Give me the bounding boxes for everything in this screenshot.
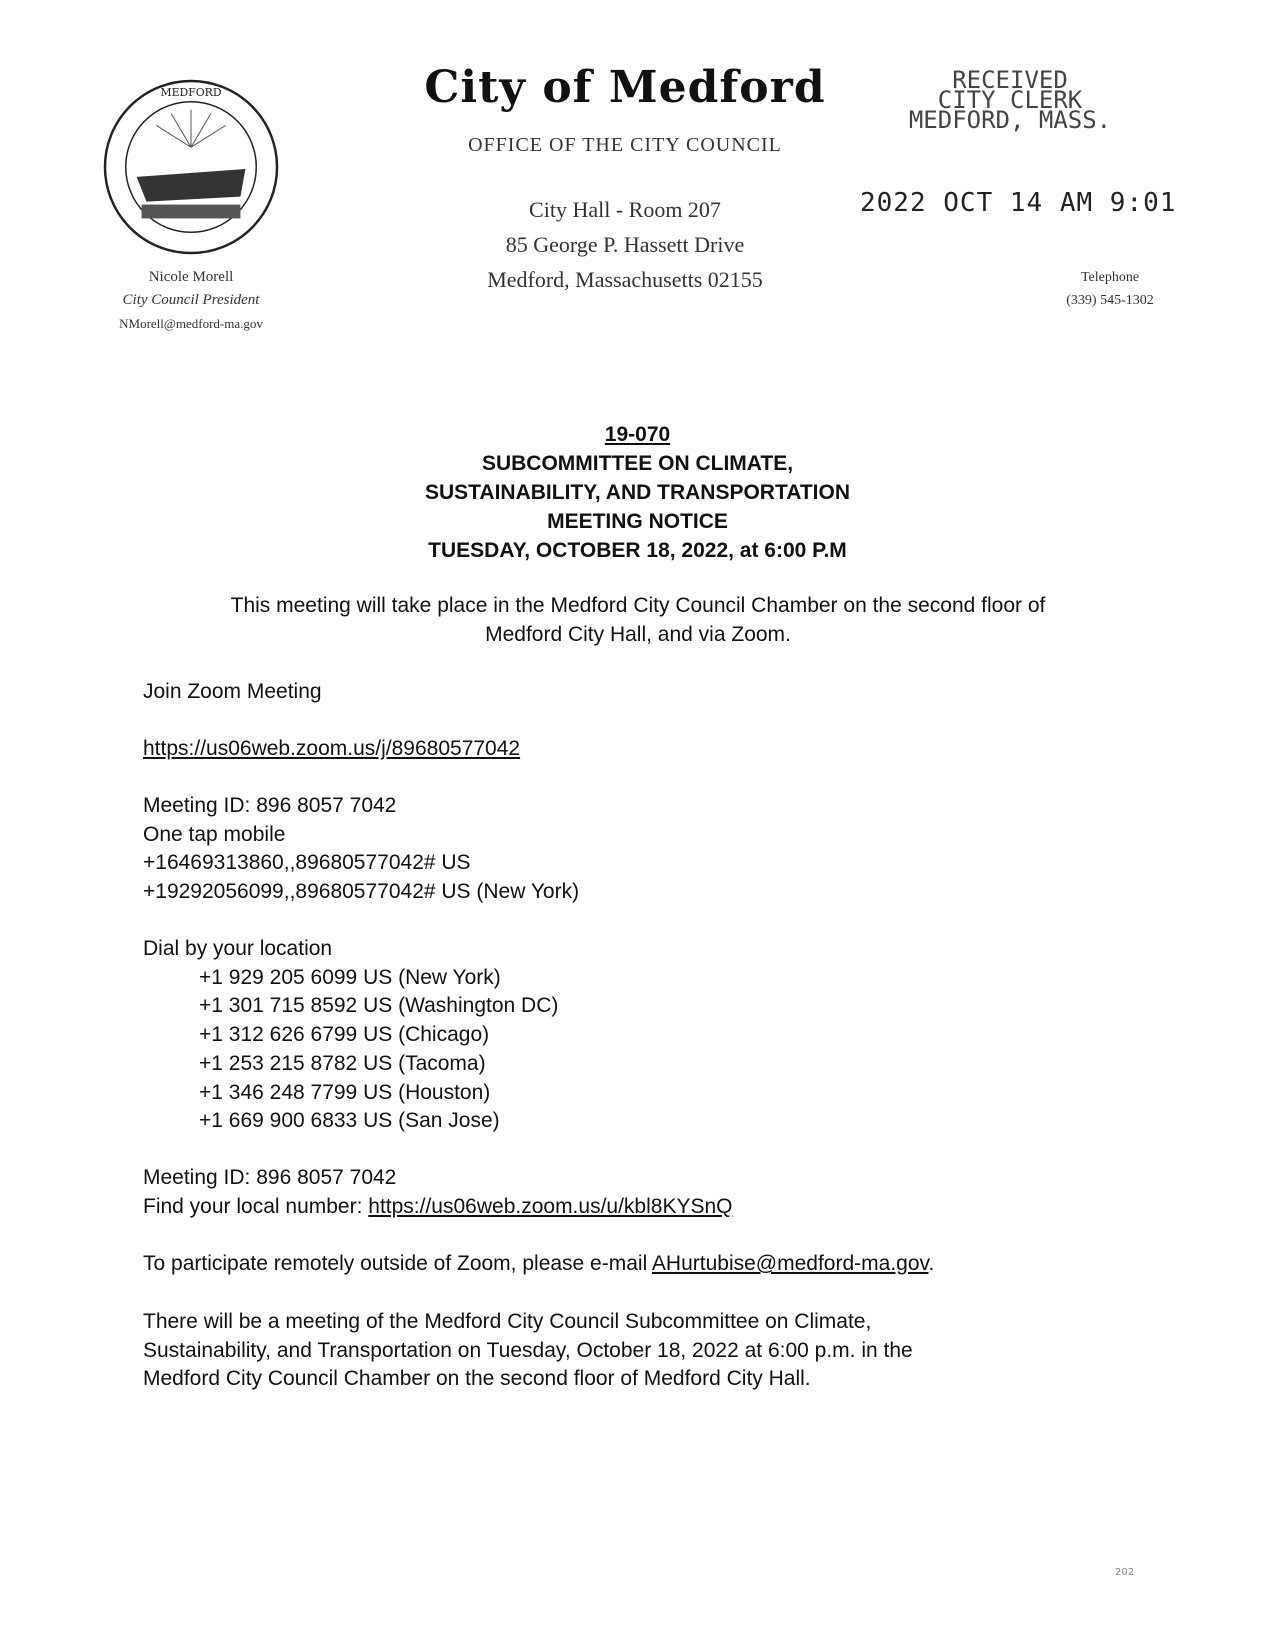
president-title: City Council President [122, 292, 260, 308]
remote-email-link[interactable]: AHurtubise@medford-ma.gov [651, 1252, 929, 1275]
office-name: OFFICE OF THE CITY COUNCIL [468, 134, 782, 156]
svg-text:MEDFORD: MEDFORD [160, 85, 222, 99]
telephone-label: Telephone [1080, 270, 1140, 285]
find-local-label: Find your local number: [143, 1194, 369, 1218]
telephone-number: (339) 545-1302 [1066, 293, 1154, 308]
office-address [400, 192, 850, 297]
dial-number: +1 301 715 8592 US (Washington DC) [199, 994, 559, 1018]
stamp-line: RECEIVED [952, 66, 1068, 94]
join-label: Join Zoom Meeting [143, 680, 322, 703]
meeting-info [143, 792, 1133, 907]
notice-number: 19-070 [604, 423, 671, 446]
intro-paragraph [143, 592, 1133, 649]
dial-number: +1 253 215 8782 US (Tacoma) [199, 1051, 486, 1075]
notice-title-line: SUSTAINABILITY, AND TRANSPORTATION [424, 481, 851, 504]
text-line: Sustainability, and Transportation on Tuesday, October 18, 2022 at 6:00 p.m. in the [143, 1338, 913, 1362]
letterhead-title: City of Medford [424, 62, 826, 113]
text-line: There will be a meeting of the Medford City Council Subcommittee on Climate, [143, 1310, 872, 1333]
dial-number: +1 669 900 6833 US (San Jose) [199, 1109, 500, 1133]
received-stamp [860, 66, 1160, 134]
notice-title-line: MEETING NOTICE [547, 510, 728, 533]
find-local-link[interactable]: https://us06web.zoom.us/u/kbl8KYSnQ [368, 1194, 733, 1218]
telephone-info [1040, 266, 1180, 312]
dial-section [143, 935, 1133, 1136]
tap-number: +19292056099,,89680577042# US (New York) [143, 880, 580, 904]
closing-paragraph [143, 1308, 1133, 1394]
remote-text: To participate remotely outside of Zoom, please e-mail [143, 1252, 652, 1275]
notice-heading [300, 420, 975, 565]
stamp-line: MEDFORD, MASS. [908, 106, 1112, 134]
city-seal-logo [102, 78, 280, 256]
address-line: Medford, Massachusetts 02155 [487, 267, 763, 292]
tap-number: +16469313860,,89680577042# US [143, 851, 471, 875]
meeting-id: Meeting ID: 896 8057 7042 [143, 1166, 397, 1189]
local-number-section [143, 1164, 1133, 1221]
notice-title-line: SUBCOMMITTEE ON CLIMATE, [481, 452, 794, 475]
text-line: This meeting will take place in the Medford City Council Chamber on the second floor of [230, 594, 1046, 617]
president-email[interactable]: NMorell@medford-ma.gov [119, 316, 263, 331]
dial-number: +1 346 248 7799 US (Houston) [199, 1080, 491, 1104]
dial-number: +1 312 626 6799 US (Chicago) [199, 1023, 490, 1047]
text-line: Medford City Council Chamber on the second floor of Medford City Hall. [143, 1367, 811, 1391]
address-line: City Hall - Room 207 [529, 197, 721, 222]
footer-scan-mark: 202 [1115, 1567, 1135, 1578]
zoom-join-link[interactable]: https://us06web.zoom.us/j/89680577042 [143, 737, 521, 760]
text-line: Medford City Hall, and via Zoom. [485, 622, 791, 646]
stamp-line: CITY CLERK [937, 86, 1083, 114]
remote-text-end: . [928, 1252, 935, 1275]
notice-title-line: TUESDAY, OCTOBER 18, 2022, at 6:00 P.M [428, 539, 847, 562]
president-info [60, 266, 322, 335]
stamp-date: 2022 OCT 14 AM 9:01 [860, 188, 1177, 218]
remote-participation [143, 1250, 1133, 1279]
president-name: Nicole Morell [148, 269, 234, 285]
dial-label: Dial by your location [143, 937, 333, 960]
address-line: 85 George P. Hassett Drive [505, 232, 745, 257]
dial-number: +1 929 205 6099 US (New York) [199, 965, 501, 989]
one-tap-label: One tap mobile [143, 822, 286, 846]
meeting-id: Meeting ID: 896 8057 7042 [143, 794, 397, 817]
